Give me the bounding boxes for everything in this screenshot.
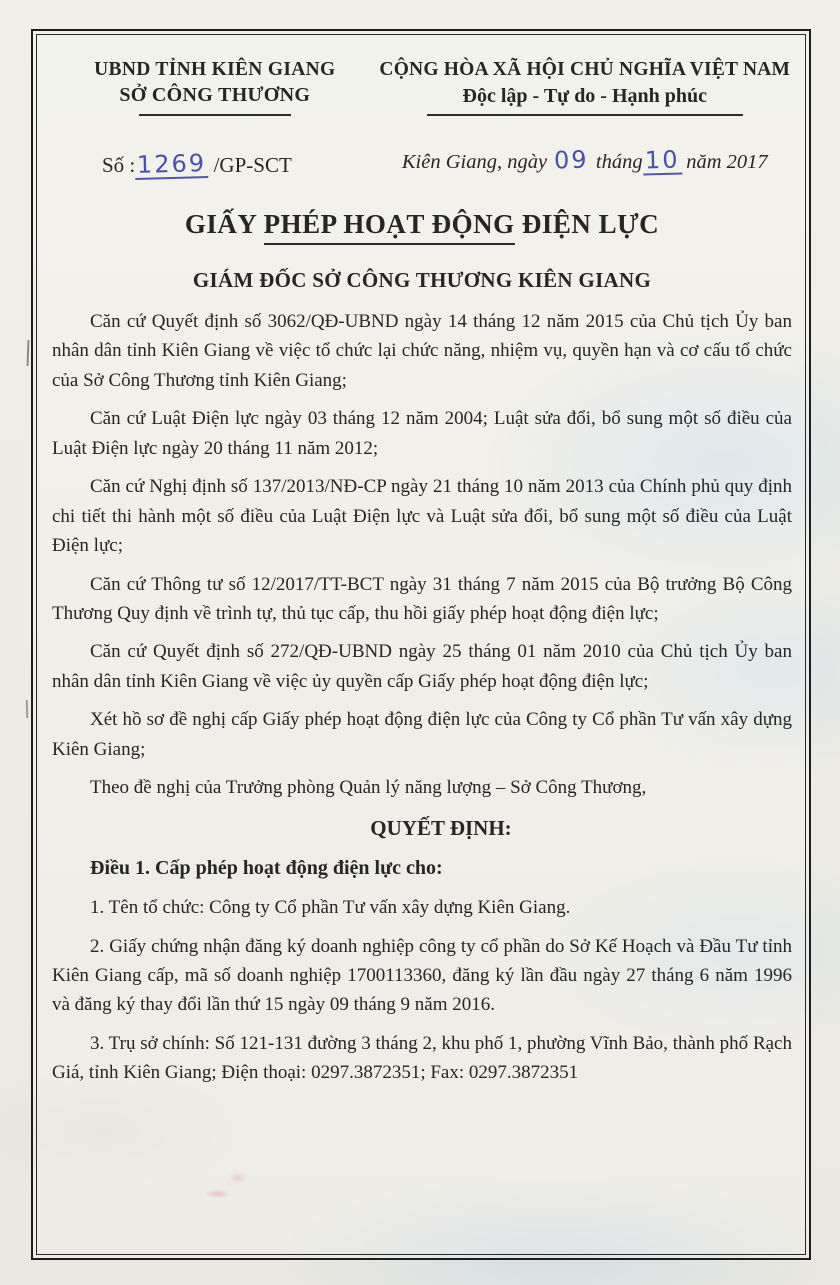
issuer-block: [52, 59, 378, 179]
national-header-block: [378, 59, 792, 179]
scan-artifact: [27, 340, 30, 366]
scan-artifact: [26, 700, 29, 718]
article-1-heading: Điều 1. Cấp phép hoạt động điện lực cho:: [90, 857, 443, 880]
recital-paragraph: Căn cứ Thông tư số 12/2017/TT-BCT ngày 31 tháng 7 năm 2015 của Bộ trưởng Bộ Công Thương Quy định về trình tự, thủ tục cấp, thu hồi giấy phép hoạt động điện lực;: [52, 573, 792, 624]
decision-heading: QUYẾT ĐỊNH:: [370, 815, 512, 840]
department-name: SỞ CÔNG THƯƠNG: [119, 84, 311, 106]
recital-paragraph: Căn cứ Nghị định số 137/2013/NĐ-CP ngày 21 tháng 10 năm 2013 của Chính phủ quy định chi tiết thi hành một số điều của Luật Điện lực và Luật sửa đổi, bổ sung một số điều của Luật Điện lực;: [52, 476, 792, 557]
dateline: [378, 145, 792, 175]
article-item: 1. Tên tổ chức: Công ty Cổ phần Tư vấn xây dựng Kiên Giang.: [90, 897, 571, 919]
number-suffix: /GP-SCT: [208, 153, 292, 177]
page-frame: [31, 29, 811, 1260]
national-motto: Độc lập - Tự do - Hạnh phúc: [462, 85, 708, 107]
recital-paragraph: Căn cứ Quyết định số 3062/QĐ-UBND ngày 14 tháng 12 năm 2015 của Chủ tịch Ủy ban nhân dân tỉnh Kiên Giang về việc tổ chức lại chức năng, nhiệm vụ, quyền hạn và cơ cấu tổ chức của Sở Công Thương tỉnh Kiên Giang;: [52, 311, 792, 391]
issuer-rule: [139, 114, 291, 116]
recital-paragraph: Xét hồ sơ đề nghị cấp Giấy phép hoạt động điện lực của Công ty Cổ phần Tư vấn xây dựng Kiên Giang;: [52, 709, 792, 760]
national-title: CỘNG HÒA XÃ HỘI CHỦ NGHĨA VIỆT NAM: [379, 59, 791, 80]
dateline-prefix: Kiên Giang, ngày: [401, 151, 553, 173]
recital-paragraph: Căn cứ Quyết định số 272/QĐ-UBND ngày 25 tháng 01 năm 2010 của Chủ tịch Ủy ban nhân dân tỉnh Kiên Giang về việc ủy quyền cấp Giấy phép hoạt động điện lực;: [52, 641, 792, 692]
number-label: Số :: [102, 153, 136, 177]
number-handwritten: 1269: [135, 151, 209, 180]
article-item: 3. Trụ sở chính: Số 121-131 đường 3 tháng 2, khu phố 1, phường Vĩnh Bảo, thành phố Rạch Giá, tỉnh Kiên Giang; Điện thoại: 0297.3872351; Fax: 0297.3872351: [52, 1032, 792, 1084]
document-header: [52, 59, 792, 179]
title-pre: GIẤY: [184, 209, 264, 239]
title-underlined: PHÉP HOẠT ĐỘNG: [264, 209, 515, 245]
dateline-mid: tháng: [590, 151, 643, 173]
page-frame-inner: [36, 34, 806, 1255]
motto-rule: [427, 114, 743, 116]
document-subtitle: GIÁM ĐỐC SỞ CÔNG THƯƠNG KIÊN GIANG: [192, 268, 652, 292]
issuer-name: UBND TỈNH KIÊN GIANG: [94, 59, 336, 80]
month-handwritten: 10: [642, 148, 681, 176]
article-item: 2. Giấy chứng nhận đăng ký doanh nghiệp công ty cổ phần do Sở Kế Hoạch và Đầu Tư tỉnh Kiên Giang cấp, mã số doanh nghiệp 1700113360, đăng ký lần đầu ngày 27 tháng 6 năm 1996 và đăng ký thay đổi lần thứ 15 ngày 09 tháng 9 năm 2016.: [52, 935, 792, 1016]
document-title: [52, 209, 792, 240]
recital-paragraph: Theo đề nghị của Trưởng phòng Quản lý năng lượng – Sở Công Thương,: [90, 777, 647, 799]
document-number: [52, 149, 378, 179]
dateline-suffix: năm 2017: [681, 151, 768, 173]
day-handwritten: 09: [553, 145, 590, 175]
recital-paragraph: Căn cứ Luật Điện lực ngày 03 tháng 12 năm 2004; Luật sửa đổi, bổ sung một số điều của Luật Điện lực ngày 20 tháng 11 năm 2012;: [52, 408, 792, 459]
title-post: ĐIỆN LỰC: [514, 209, 660, 239]
document-body: [52, 307, 792, 1088]
